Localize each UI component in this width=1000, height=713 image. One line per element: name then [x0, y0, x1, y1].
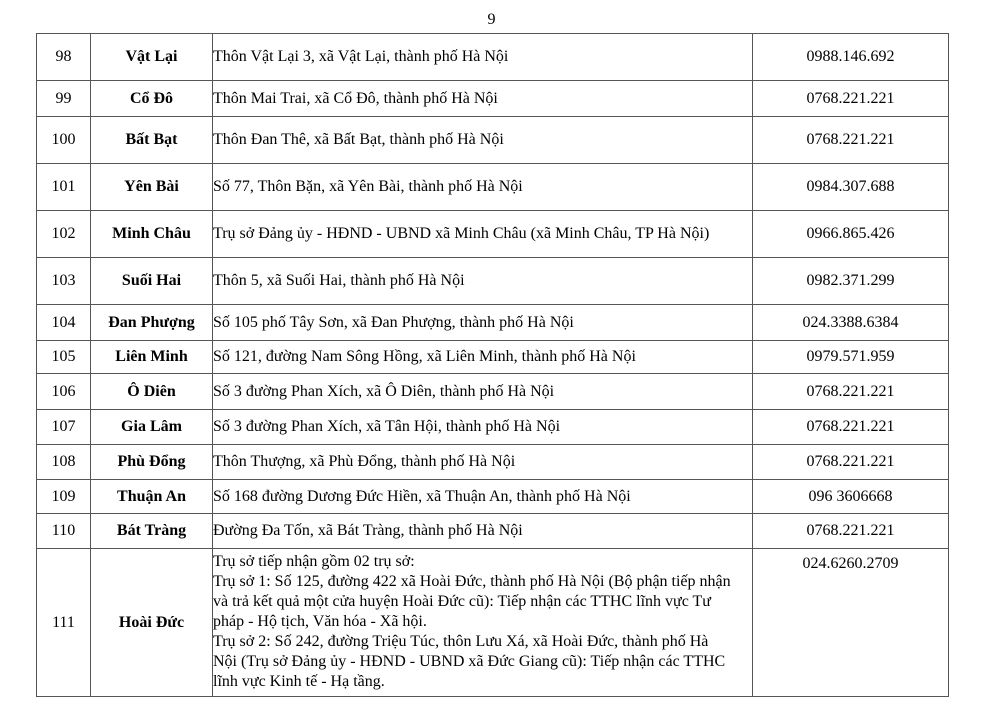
commune-name: Đan Phượng: [91, 305, 213, 341]
address: Thôn 5, xã Suối Hai, thành phố Hà Nội: [213, 258, 753, 305]
table-row: [37, 341, 949, 374]
phone-number: 0768.221.221: [753, 81, 949, 117]
phone-number: 0768.221.221: [753, 117, 949, 164]
row-number: 106: [37, 374, 91, 410]
commune-name: Bát Tràng: [91, 514, 213, 549]
commune-name: Gia Lâm: [91, 410, 213, 445]
address: Đường Đa Tốn, xã Bát Tràng, thành phố Hà Nội: [213, 514, 753, 549]
phone-number: 0984.307.688: [753, 164, 949, 211]
phone-number: 0768.221.221: [753, 410, 949, 445]
page-number: 9: [487, 11, 496, 28]
phone-number: 024.6260.2709: [753, 549, 949, 697]
phone-number: 0979.571.959: [753, 341, 949, 374]
commune-name: Liên Minh: [91, 341, 213, 374]
table-row: [37, 258, 949, 305]
phone-number: 0768.221.221: [753, 445, 949, 480]
commune-name: Vật Lại: [91, 34, 213, 81]
table-row: [37, 117, 949, 164]
address: Số 168 đường Dương Đức Hiền, xã Thuận An, thành phố Hà Nội: [213, 480, 753, 514]
row-number: 103: [37, 258, 91, 305]
table-row: [37, 549, 949, 697]
commune-name: Ô Diên: [91, 374, 213, 410]
row-number: 101: [37, 164, 91, 211]
table-row: [37, 211, 949, 258]
address-line: và trả kết quả một cửa huyện Hoài Đức cũ): Tiếp nhận các TTHC lĩnh vực Tư: [213, 593, 711, 610]
row-number: 109: [37, 480, 91, 514]
address: Thôn Thượng, xã Phù Đổng, thành phố Hà Nội: [213, 445, 753, 480]
address: Số 3 đường Phan Xích, xã Ô Diên, thành phố Hà Nội: [213, 374, 753, 410]
address-line: Trụ sở 1: Số 125, đường 422 xã Hoài Đức, thành phố Hà Nội (Bộ phận tiếp nhận: [213, 573, 731, 590]
address-line: lĩnh vực Kinh tế - Hạ tầng.: [213, 673, 385, 690]
phone-number: 024.3388.6384: [753, 305, 949, 341]
row-number: 111: [37, 549, 91, 697]
commune-name: Phù Đổng: [91, 445, 213, 480]
row-number: 100: [37, 117, 91, 164]
commune-table: [36, 33, 949, 697]
commune-name: Bất Bạt: [91, 117, 213, 164]
commune-name: Hoài Đức: [91, 549, 213, 697]
phone-number: 0768.221.221: [753, 374, 949, 410]
address-line: Trụ sở tiếp nhận gồm 02 trụ sở:: [213, 553, 415, 570]
address: [213, 549, 753, 697]
commune-name: Suối Hai: [91, 258, 213, 305]
table-row: [37, 374, 949, 410]
row-number: 108: [37, 445, 91, 480]
address: Số 3 đường Phan Xích, xã Tân Hội, thành phố Hà Nội: [213, 410, 753, 445]
phone-number: 096 3606668: [753, 480, 949, 514]
table-row: [37, 514, 949, 549]
commune-name: Cổ Đô: [91, 81, 213, 117]
phone-number: 0988.146.692: [753, 34, 949, 81]
table-row: [37, 445, 949, 480]
table-row: [37, 410, 949, 445]
address: Thôn Đan Thê, xã Bất Bạt, thành phố Hà Nội: [213, 117, 753, 164]
address: Thôn Vật Lại 3, xã Vật Lại, thành phố Hà Nội: [213, 34, 753, 81]
commune-name: Minh Châu: [91, 211, 213, 258]
address: Số 105 phố Tây Sơn, xã Đan Phượng, thành phố Hà Nội: [213, 305, 753, 341]
commune-name: Thuận An: [91, 480, 213, 514]
phone-number: 0982.371.299: [753, 258, 949, 305]
row-number: 110: [37, 514, 91, 549]
row-number: 104: [37, 305, 91, 341]
table-row: [37, 164, 949, 211]
table-row: [37, 81, 949, 117]
address: Số 77, Thôn Bặn, xã Yên Bài, thành phố Hà Nội: [213, 164, 753, 211]
address: Thôn Mai Trai, xã Cổ Đô, thành phố Hà Nội: [213, 81, 753, 117]
phone-number: 0966.865.426: [753, 211, 949, 258]
address-line: Nội (Trụ sở Đảng ủy - HĐND - UBND xã Đức Giang cũ): Tiếp nhận các TTHC: [213, 653, 726, 670]
table-row: [37, 480, 949, 514]
row-number: 99: [37, 81, 91, 117]
commune-name: Yên Bài: [91, 164, 213, 211]
table-row: [37, 34, 949, 81]
table-row: [37, 305, 949, 341]
row-number: 107: [37, 410, 91, 445]
address-line: pháp - Hộ tịch, Văn hóa - Xã hội.: [213, 613, 427, 630]
address-line: Trụ sở 2: Số 242, đường Triệu Túc, thôn Lưu Xá, xã Hoài Đức, thành phố Hà: [213, 633, 709, 650]
row-number: 98: [37, 34, 91, 81]
row-number: 105: [37, 341, 91, 374]
address: Trụ sở Đảng ủy - HĐND - UBND xã Minh Châu (xã Minh Châu, TP Hà Nội): [213, 211, 753, 258]
phone-number: 0768.221.221: [753, 514, 949, 549]
address: Số 121, đường Nam Sông Hồng, xã Liên Minh, thành phố Hà Nội: [213, 341, 753, 374]
row-number: 102: [37, 211, 91, 258]
